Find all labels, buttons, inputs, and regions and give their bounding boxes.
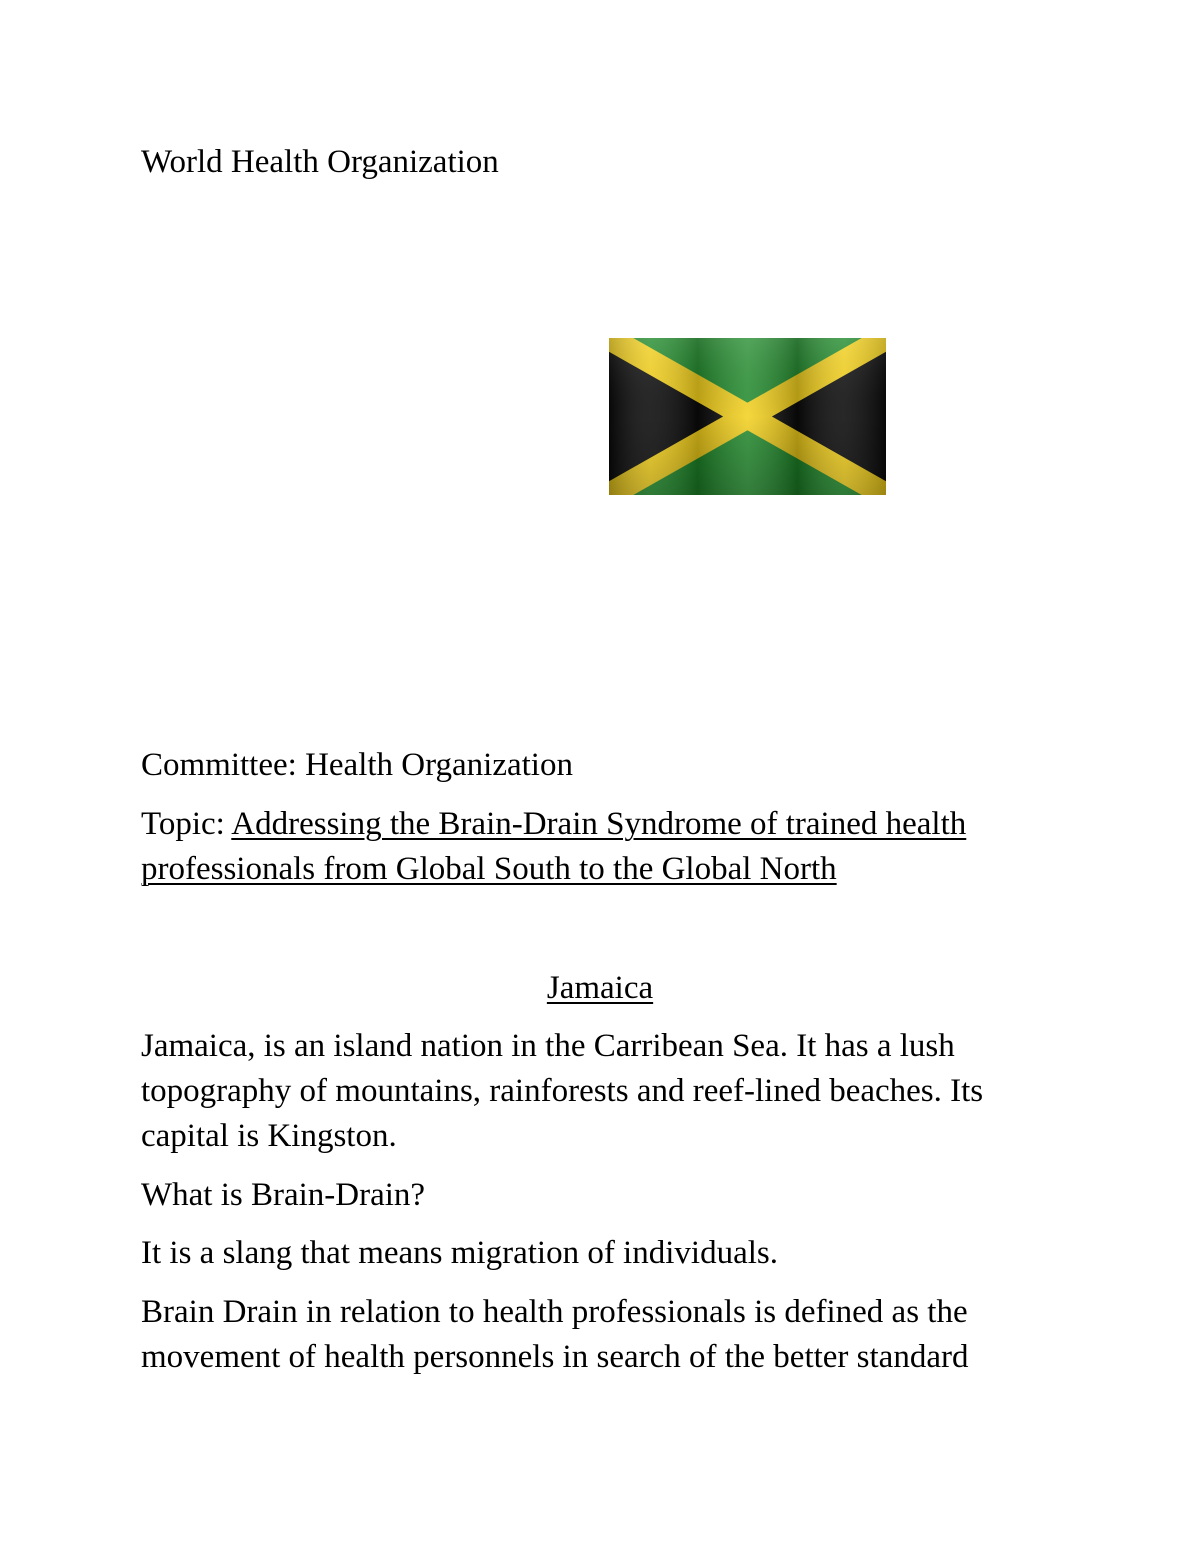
- intro-line-1: Jamaica, is an island nation in the Carribean Sea. It has a lush: [141, 1028, 955, 1064]
- organization-title: World Health Organization: [141, 144, 499, 180]
- definition-line-1: Brain Drain in relation to health professionals is defined as the: [141, 1294, 968, 1330]
- topic-text-line-2: professionals from Global South to the Global North: [141, 851, 837, 887]
- intro-paragraph: [141, 1024, 983, 1159]
- country-heading: [0, 966, 1200, 1011]
- country-heading-text: Jamaica: [546, 970, 654, 1006]
- definition-paragraph: [141, 1290, 968, 1380]
- topic-block: [141, 802, 966, 892]
- definition-line-2: movement of health personnels in search of the better standard: [141, 1339, 969, 1375]
- intro-line-3: capital is Kingston.: [141, 1118, 397, 1154]
- topic-line-1: [141, 802, 966, 847]
- jamaica-flag-icon: [609, 338, 886, 495]
- question-line: What is Brain-Drain?: [141, 1177, 426, 1213]
- topic-line-2: [141, 847, 966, 892]
- intro-line-2: topography of mountains, rainforests and reef-lined beaches. Its: [141, 1073, 984, 1109]
- answer-line: It is a slang that means migration of individuals.: [141, 1235, 778, 1271]
- committee-line: Committee: Health Organization: [141, 747, 573, 783]
- topic-label: Topic:: [141, 806, 232, 842]
- topic-text-line-1: Addressing the Brain-Drain Syndrome of trained health: [231, 806, 967, 842]
